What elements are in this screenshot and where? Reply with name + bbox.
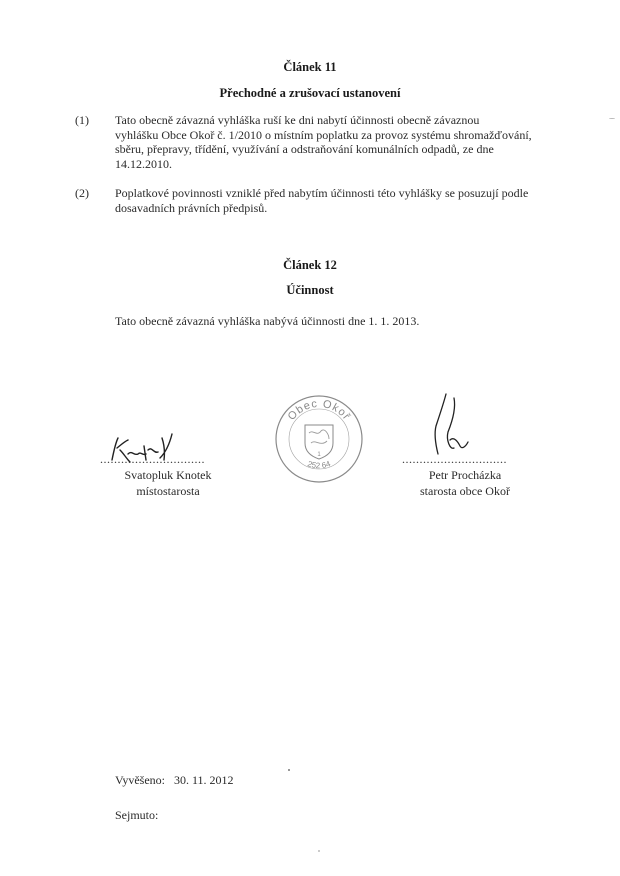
paragraph-line: 14.12.2010. bbox=[115, 156, 172, 171]
signature-line-right: .............................. bbox=[402, 452, 507, 466]
signer-right-role: starosta obce Okoř bbox=[420, 484, 510, 498]
svg-text:Obec Okoř bbox=[286, 398, 353, 423]
paragraph-line: vyhlášku Obce Okoř č. 1/2010 o místním poplatku za provoz systému shromažďování, bbox=[115, 127, 532, 142]
scan-speck bbox=[288, 769, 290, 771]
stamp-text-top: Obec Okoř bbox=[285, 397, 353, 423]
stamp-number: 1 bbox=[317, 452, 321, 458]
paragraph-line: sběru, přepravy, třídění, využívání a odstraňování komunálních odpadů, ze dne bbox=[115, 142, 494, 156]
posted-date: 30. 11. 2012 bbox=[174, 773, 234, 787]
svg-text:252 64 bbox=[306, 459, 332, 470]
signature-line-left: .............................. bbox=[100, 452, 205, 466]
signer-left-role: místostarosta bbox=[136, 484, 200, 498]
paragraph-line: Poplatkové povinnosti vzniklé před nabytím účinnosti této vyhlášky se posuzují podle bbox=[115, 186, 529, 200]
stamp-text-bottom: 252 64 bbox=[306, 459, 332, 471]
article-11-title: Článek 11 bbox=[283, 60, 337, 74]
effectiveness-text: Tato obecně závazná vyhláška nabývá účinnosti dne 1. 1. 2013. bbox=[115, 314, 420, 328]
paragraph-number: (1) bbox=[75, 113, 89, 127]
signature-right bbox=[424, 392, 472, 458]
scan-speck bbox=[609, 118, 615, 119]
removed-label: Sejmuto: bbox=[115, 808, 159, 822]
paragraph-line: dosavadních právních předpisů. bbox=[115, 200, 268, 215]
article-11-subtitle: Přechodné a zrušovací ustanovení bbox=[219, 86, 401, 100]
paragraph-line: Tato obecně závazná vyhláška ruší ke dni nabytí účinnosti obecně závaznou bbox=[115, 113, 480, 127]
posted-label: Vyvěšeno: bbox=[115, 773, 165, 787]
signer-left-name: Svatopluk Knotek bbox=[124, 468, 212, 482]
paragraph-2 bbox=[115, 186, 585, 215]
scan-speck bbox=[318, 850, 320, 852]
article-12-subtitle: Účinnost bbox=[286, 283, 334, 297]
posted-row bbox=[115, 773, 234, 788]
paragraph-number: (2) bbox=[75, 186, 89, 200]
article-12-title: Článek 12 bbox=[283, 258, 337, 272]
paragraph-1 bbox=[115, 113, 585, 171]
municipal-stamp bbox=[273, 393, 365, 485]
signer-right-name: Petr Procházka bbox=[428, 468, 502, 482]
